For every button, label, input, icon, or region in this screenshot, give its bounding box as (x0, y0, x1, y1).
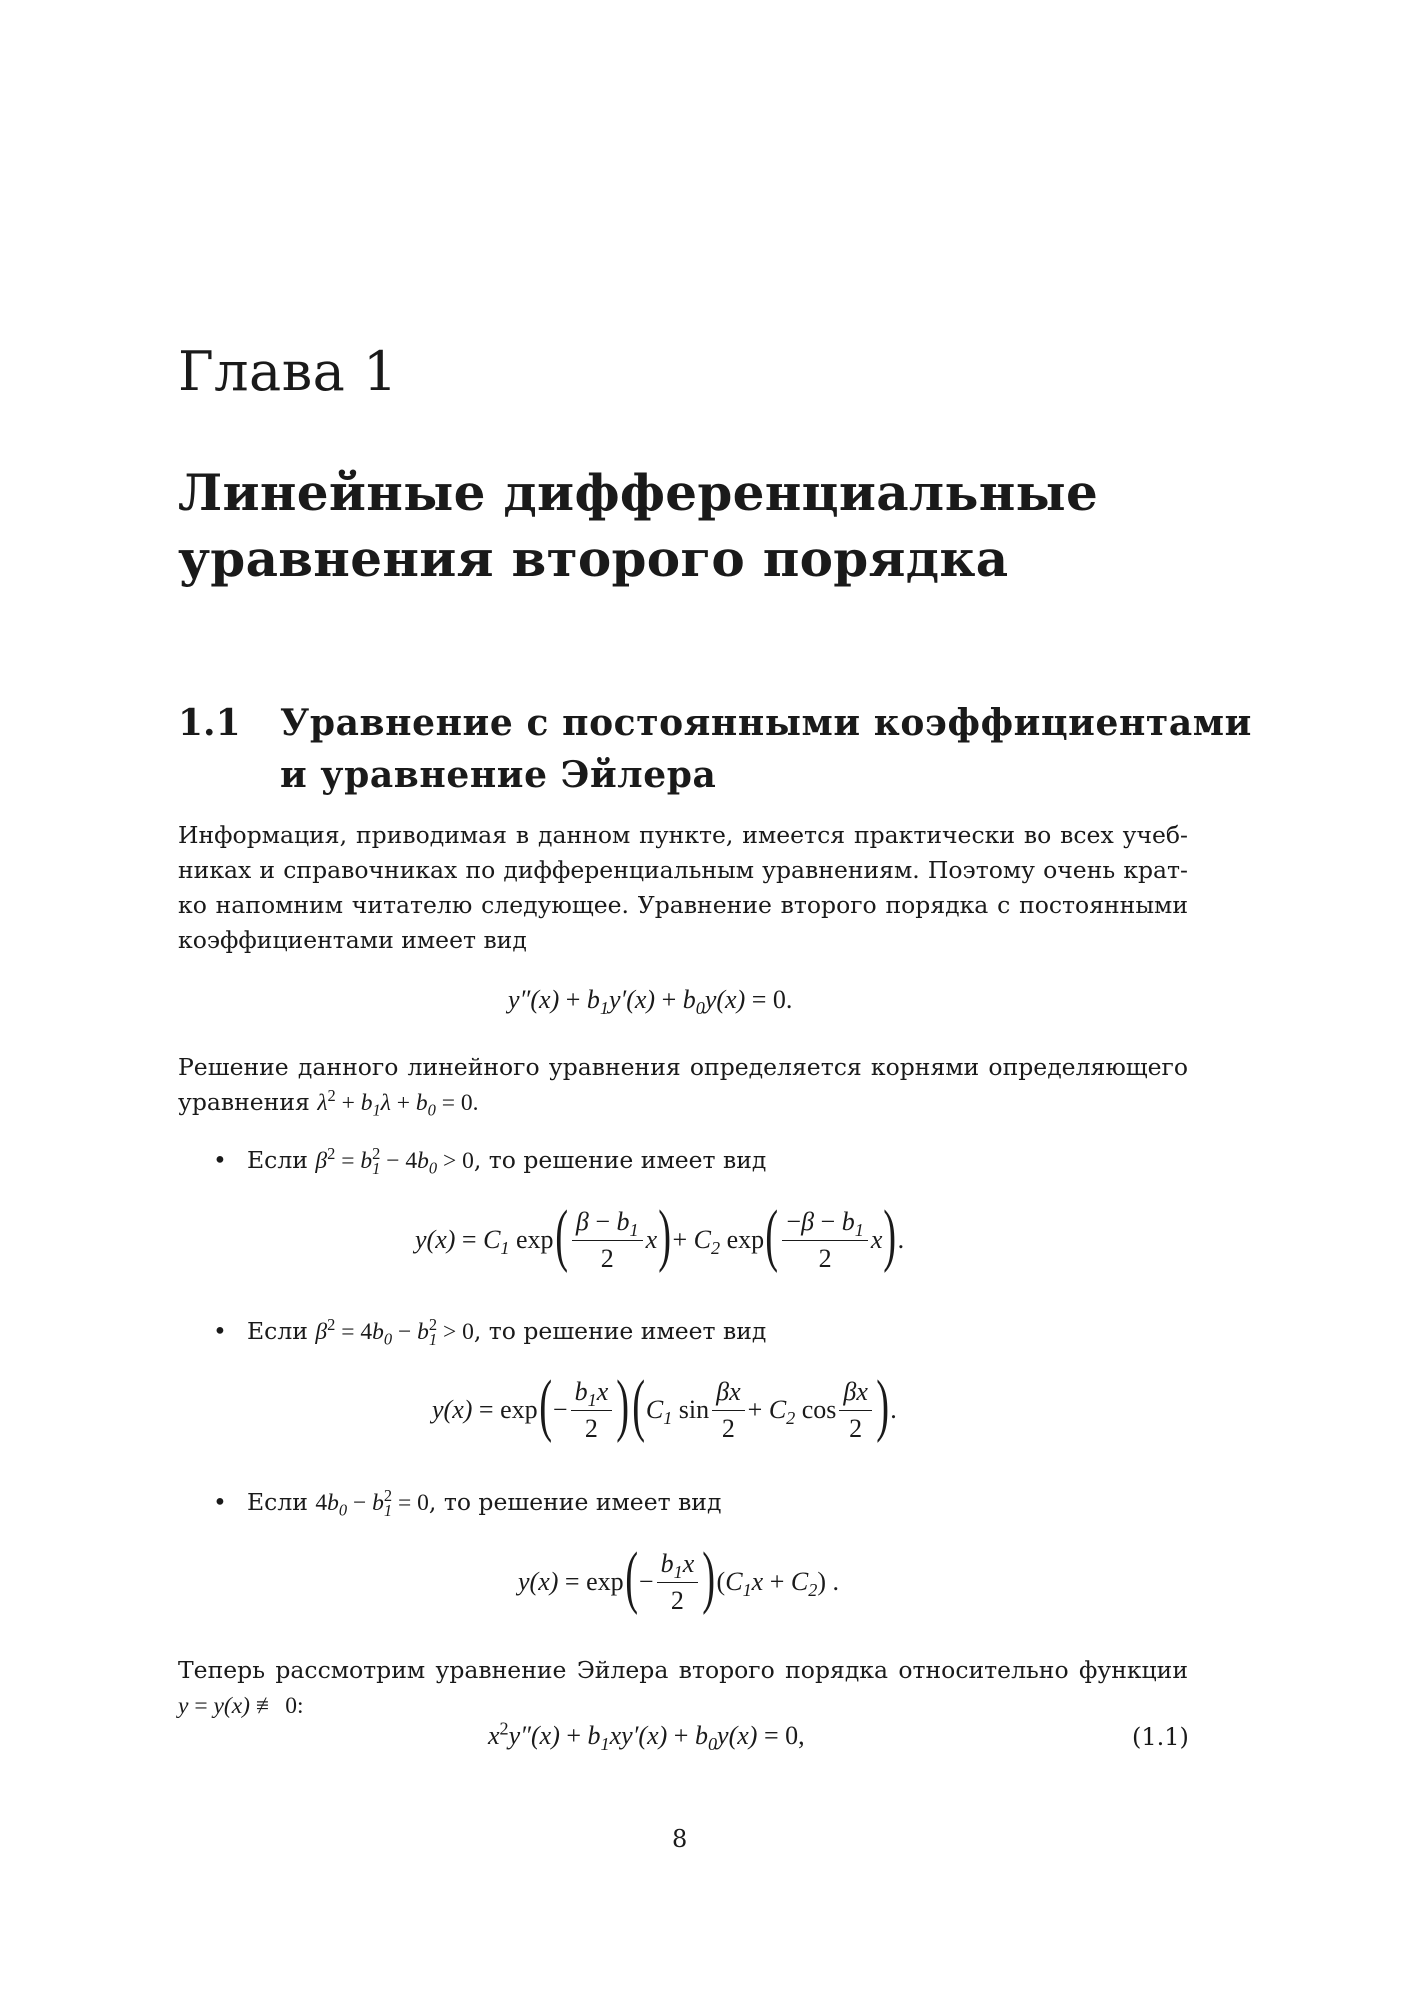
paragraph-text: уравнения (178, 1088, 310, 1116)
bullet-marker: • (213, 1317, 227, 1345)
solution-complex-roots: y(x) = exp ( − $\frac{b_1x}{2}$ ) ( $C_1$ sin $\frac{\beta x}{2}$ + $C_2$ cos $\frac{\beta x}{2}$ ) . (432, 1367, 897, 1444)
paragraph-line: никах и справочниках по дифференциальным уравнениям. Поэтому очень крат- (178, 856, 1188, 884)
page-number: 8 (672, 1825, 688, 1853)
characteristic-equation: $\lambda^2 + b_1\lambda + b_0 = 0$. (317, 1086, 479, 1120)
bullet-text: , то решение имеет вид (473, 1317, 767, 1345)
case-condition: $\beta^2 = 4b_0 - b^2_1 > 0$ (315, 1315, 474, 1349)
section-title-line: и уравнение Эйлера (280, 754, 717, 796)
chapter-label: Глава 1 (178, 340, 398, 403)
chapter-title (178, 460, 1098, 592)
bullet-text: , то решение имеет вид (428, 1488, 722, 1516)
bullet-text: Если (247, 1146, 308, 1174)
section-title-line: Уравнение с постоянными коэффициентами (280, 702, 1252, 744)
bullet-marker: • (213, 1488, 227, 1516)
paragraph-line: ко напомним читателю следующее. Уравнение второго порядка с постоянными (178, 891, 1188, 919)
solution-real-roots: $y(x) = C_1$ exp ( $\frac{\beta - b_1}{2}$ x ) + $C_2$ exp ( $\frac{-\beta - b_1}{2}$ x ) . (415, 1197, 905, 1274)
function-condition: y = y(x) ≢ 0: (178, 1693, 304, 1719)
chapter-title-line: Линейные дифференциальные (178, 463, 1099, 522)
section-title (280, 697, 1252, 801)
bullet-text: , то решение имеет вид (473, 1146, 767, 1174)
equation-number: (1.1) (1132, 1723, 1189, 1751)
chapter-title-line: уравнения второго порядка (178, 529, 1009, 588)
paragraph-line (178, 1688, 1188, 1724)
case-condition: $4b_0 - b^2_1 = 0$ (315, 1486, 429, 1520)
paragraph-line: Решение данного линейного уравнения определяется корнями определяющего (178, 1053, 1188, 1081)
paragraph-line (178, 1085, 1188, 1121)
characteristic-paragraph (178, 1050, 1188, 1121)
intro-paragraph (178, 818, 1188, 958)
solution-double-root: y(x) = exp ( − $\frac{b_1x}{2}$ ) $(C_1x + C_2)$ . (518, 1539, 839, 1616)
paragraph-line: Теперь рассмотрим уравнение Эйлера второго порядка относительно функции (178, 1656, 1188, 1684)
euler-paragraph (178, 1653, 1188, 1724)
bullet-text: Если (247, 1317, 308, 1345)
section-number: 1.1 (178, 702, 241, 744)
bullet-marker: • (213, 1146, 227, 1174)
paragraph-line: коэффициентами имеет вид (178, 926, 527, 954)
bullet-text: Если (247, 1488, 308, 1516)
constant-coefficient-equation: $y''(x) + b_1y'(x) + b_0y(x) = 0$. (508, 985, 793, 1019)
euler-equation: $x^2y''(x) + b_1xy'(x) + b_0y(x) = 0$, (488, 1718, 805, 1755)
case-condition: $\beta^2 = b^2_1 - 4b_0 > 0$ (315, 1144, 474, 1178)
paragraph-line: Информация, приводимая в данном пункте, имеется практически во всех учеб- (178, 821, 1188, 849)
